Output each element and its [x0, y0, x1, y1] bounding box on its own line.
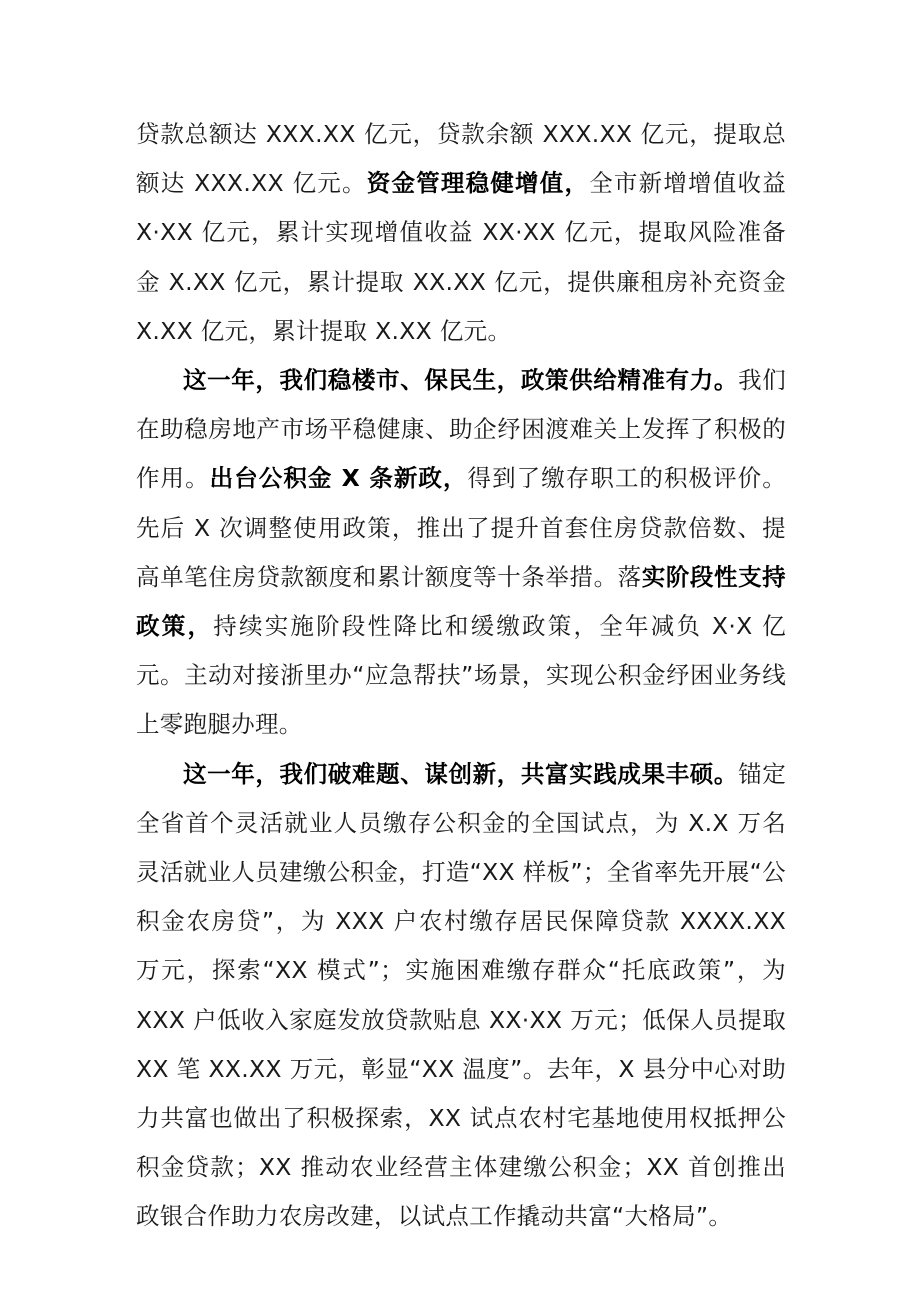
paragraph-2-text: 得到了缴存职工的积极评价。先后 X 次调整使用政策，推出了提升首套住房贷款倍数、提高单笔住房贷款额度和累计额度等十条举措。落 [136, 464, 786, 591]
paragraph-3-text: 锚定全省首个灵活就业人员缴存公积金的全国试点，为 X.X 万名灵活就业人员建缴公积金，打造“XX 样板”；全省率先开展“公积金农房贷”，为 XXX 户农村缴存居民保障贷款 XXXX.XX 万元，探索“XX 模式”；实施困难缴存群众“托底政策”，为 XXX 户低收入家庭发放贷款贴息 XX·XX 万元；低保人员提取 XX 笔 XX.XX 万元，彰显“XX 温度”。去年，X 县分中心对助力共富也做出了积极探索，XX 试点农村宅基地使用权抵押公积金贷款；XX 推动农业经营主体建缴公积金；XX 首创推出政银合作助力农房改建，以试点工作撬动共富“大格局”。 [136, 759, 786, 1231]
paragraph-1 [136, 110, 786, 356]
paragraph-2-bold-phrase: 实阶段性支持政策， [136, 562, 786, 641]
paragraph-2-bold-phrase: 出台公积金 X 条新政， [209, 464, 468, 493]
paragraph-1-bold-phrase: 资金管理稳健增值， [366, 169, 590, 198]
paragraph-1-text: 全市新增增值收益 X·XX 亿元，累计实现增值收益 XX·XX 亿元，提取风险准备金 X.XX 亿元，累计提取 XX.XX 亿元，提供廉租房补充资金 X.XX 亿元，累计提取 X.XX 亿元。 [136, 169, 787, 345]
paragraph-1-text: 贷款总额达 XXX.XX 亿元，贷款余额 XXX.XX 亿元，提取总额达 XXX.XX 亿元。 [136, 120, 786, 198]
paragraph-2-text: 持续实施阶段性降比和缓缴政策，全年减负 X·X 亿元。主动对接浙里办“应急帮扶”场景，实现公积金纾困业务线上零跑腿办理。 [136, 612, 786, 739]
paragraph-2 [136, 356, 786, 750]
paragraph-3-heading: 这一年，我们破难题、谋创新，共富实践成果丰硕。 [183, 759, 739, 788]
paragraph-2-text: 我们在助稳房地产市场平稳健康、助企纾困渡难关上发挥了积极的作用。 [136, 366, 786, 493]
paragraph-3 [136, 750, 786, 1242]
paragraph-2-heading: 这一年，我们稳楼市、保民生，政策供给精准有力。 [183, 366, 739, 395]
body-text [136, 110, 786, 1242]
